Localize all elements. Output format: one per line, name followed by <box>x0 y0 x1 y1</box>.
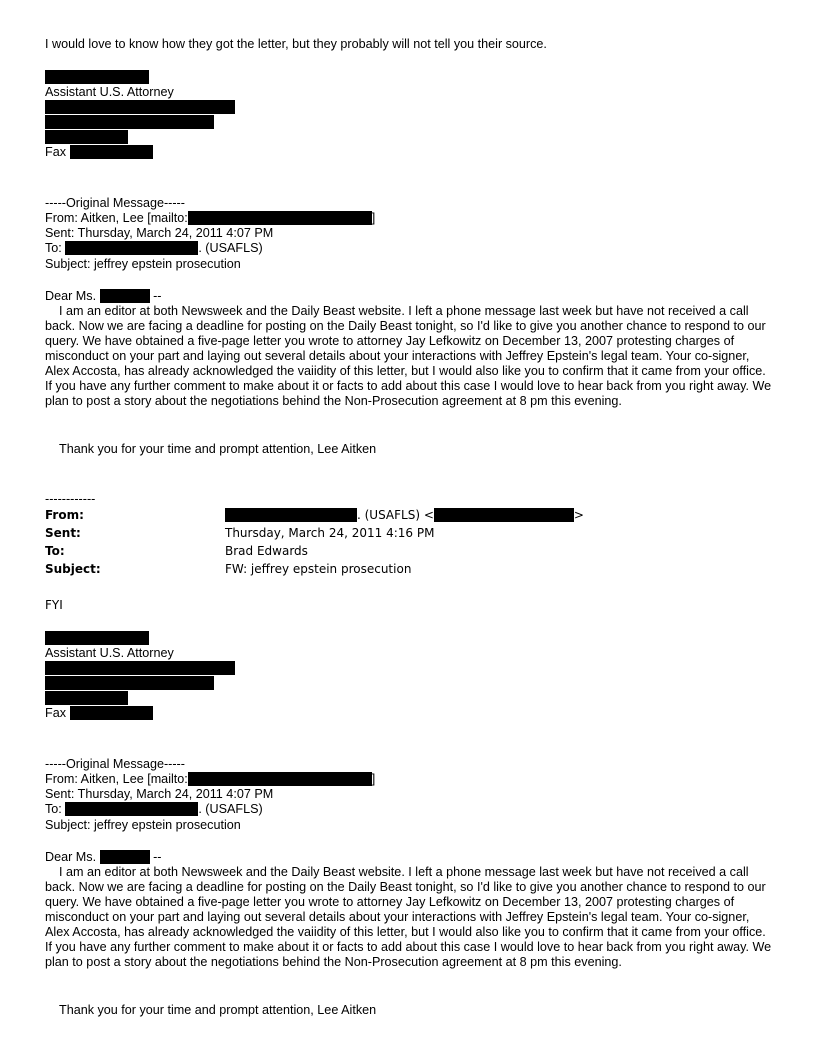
closing-line: Thank you for your time and prompt attention, Lee Aitken <box>59 442 377 456</box>
message-body-text: I am an editor at both Newsweek and the Daily Beast website. I left a phone message last week but have not received a call back. Now we are facing a deadline for posting on the Daily Beast tonight, so I'd like to give you another chance to respond to our query. We have obtained a five-page letter you wrote to attorney Jay Lefkowitz on December 13, 2007 protesting charges of misconduct on your part and laying out several details about your interactions with Jeffrey Epstein's legal team. Your co-signer, Alex Accosta, has already acknowledged the vaiidity of this letter, but I would also like you to confirm that it came from your office. If you have any further comment to make about it or facts to add about this case I would love to hear back from you right away. We plan to post a story about the negotiations behind the Non-Prosecution agreement at 8 pm this evening. <box>45 304 772 408</box>
redacted-sender-email <box>434 508 574 522</box>
redacted-recipient <box>65 802 198 816</box>
forward-sent-value: Thursday, March 24, 2011 4:16 PM <box>225 526 435 540</box>
original-message-marker: -----Original Message----- <box>45 196 185 210</box>
fyi-text: FYI <box>45 598 63 612</box>
redacted-phone <box>45 691 128 705</box>
forward-to-label: To: <box>45 544 65 558</box>
greeting-suffix: -- <box>153 850 162 864</box>
signature-title: Assistant U.S. Attorney <box>45 646 174 660</box>
redacted-email <box>188 772 372 786</box>
redacted-name <box>45 70 149 84</box>
forward-subject-label: Subject: <box>45 562 101 576</box>
message-body <box>45 304 775 409</box>
forward-from-mid: . (USAFLS) < <box>357 508 434 522</box>
forward-from-label: From: <box>45 508 84 522</box>
redacted-phone <box>45 130 128 144</box>
greeting-line <box>45 289 161 304</box>
redacted-fax <box>70 145 153 159</box>
fax-label: Fax <box>45 145 66 159</box>
original-from-line <box>45 211 375 226</box>
message-body <box>45 865 775 970</box>
forward-sent-label: Sent: <box>45 526 81 540</box>
redacted-name <box>45 631 149 645</box>
redacted-recipient-name <box>100 850 150 864</box>
fax-line <box>45 706 153 721</box>
redacted-recipient-name <box>100 289 150 303</box>
original-sent-line: Sent: Thursday, March 24, 2011 4:07 PM <box>45 787 274 801</box>
original-from-line <box>45 772 375 787</box>
redacted-address-line <box>45 661 235 675</box>
original-subject-line: Subject: jeffrey epstein prosecution <box>45 257 241 271</box>
greeting-prefix: Dear Ms. <box>45 850 97 864</box>
signature-title: Assistant U.S. Attorney <box>45 85 174 99</box>
redacted-fax <box>70 706 153 720</box>
redacted-address-line <box>45 115 214 129</box>
message-body-text: I am an editor at both Newsweek and the Daily Beast website. I left a phone message last week but have not received a call back. Now we are facing a deadline for posting on the Daily Beast tonight, so I'd like to give you another chance to respond to our query. We have obtained a five-page letter you wrote to attorney Jay Lefkowitz on December 13, 2007 protesting charges of misconduct on your part and laying out several details about your interactions with Jeffrey Epstein's legal team. Your co-signer, Alex Accosta, has already acknowledged the vaiidity of this letter, but I would also like you to confirm that it came from your office. If you have any further comment to make about it or facts to add about this case I would love to hear back from you right away. We plan to post a story about the negotiations behind the Non-Prosecution agreement at 8 pm this evening. <box>45 865 772 969</box>
redacted-sender-name <box>225 508 357 522</box>
original-to-line <box>45 241 263 256</box>
forward-from-end: > <box>573 508 584 522</box>
original-to-suffix: . (USAFLS) <box>198 241 263 255</box>
forward-from-value <box>225 508 584 523</box>
original-to-suffix: . (USAFLS) <box>198 802 263 816</box>
original-from-prefix: From: Aitken, Lee [mailto: <box>45 772 188 786</box>
closing-line: Thank you for your time and prompt attention, Lee Aitken <box>59 1003 377 1017</box>
redacted-address-line <box>45 100 235 114</box>
original-subject-line: Subject: jeffrey epstein prosecution <box>45 818 241 832</box>
original-message-marker: -----Original Message----- <box>45 757 185 771</box>
original-sent-line: Sent: Thursday, March 24, 2011 4:07 PM <box>45 226 274 240</box>
forward-subject-value: FW: jeffrey epstein prosecution <box>225 562 412 576</box>
original-to-prefix: To: <box>45 802 62 816</box>
redacted-recipient <box>65 241 198 255</box>
original-to-line <box>45 802 263 817</box>
fax-line <box>45 145 153 160</box>
forward-separator: ------------ <box>45 492 96 506</box>
greeting-line <box>45 850 161 865</box>
redacted-address-line <box>45 676 214 690</box>
greeting-suffix: -- <box>153 289 162 303</box>
greeting-prefix: Dear Ms. <box>45 289 97 303</box>
original-to-prefix: To: <box>45 241 62 255</box>
original-from-suffix: ] <box>371 211 376 225</box>
fax-label: Fax <box>45 706 66 720</box>
original-from-suffix: ] <box>371 772 376 786</box>
forward-to-value: Brad Edwards <box>225 544 308 558</box>
original-from-prefix: From: Aitken, Lee [mailto: <box>45 211 188 225</box>
redacted-email <box>188 211 372 225</box>
opening-line: I would love to know how they got the letter, but they probably will not tell you their source. <box>45 37 547 51</box>
